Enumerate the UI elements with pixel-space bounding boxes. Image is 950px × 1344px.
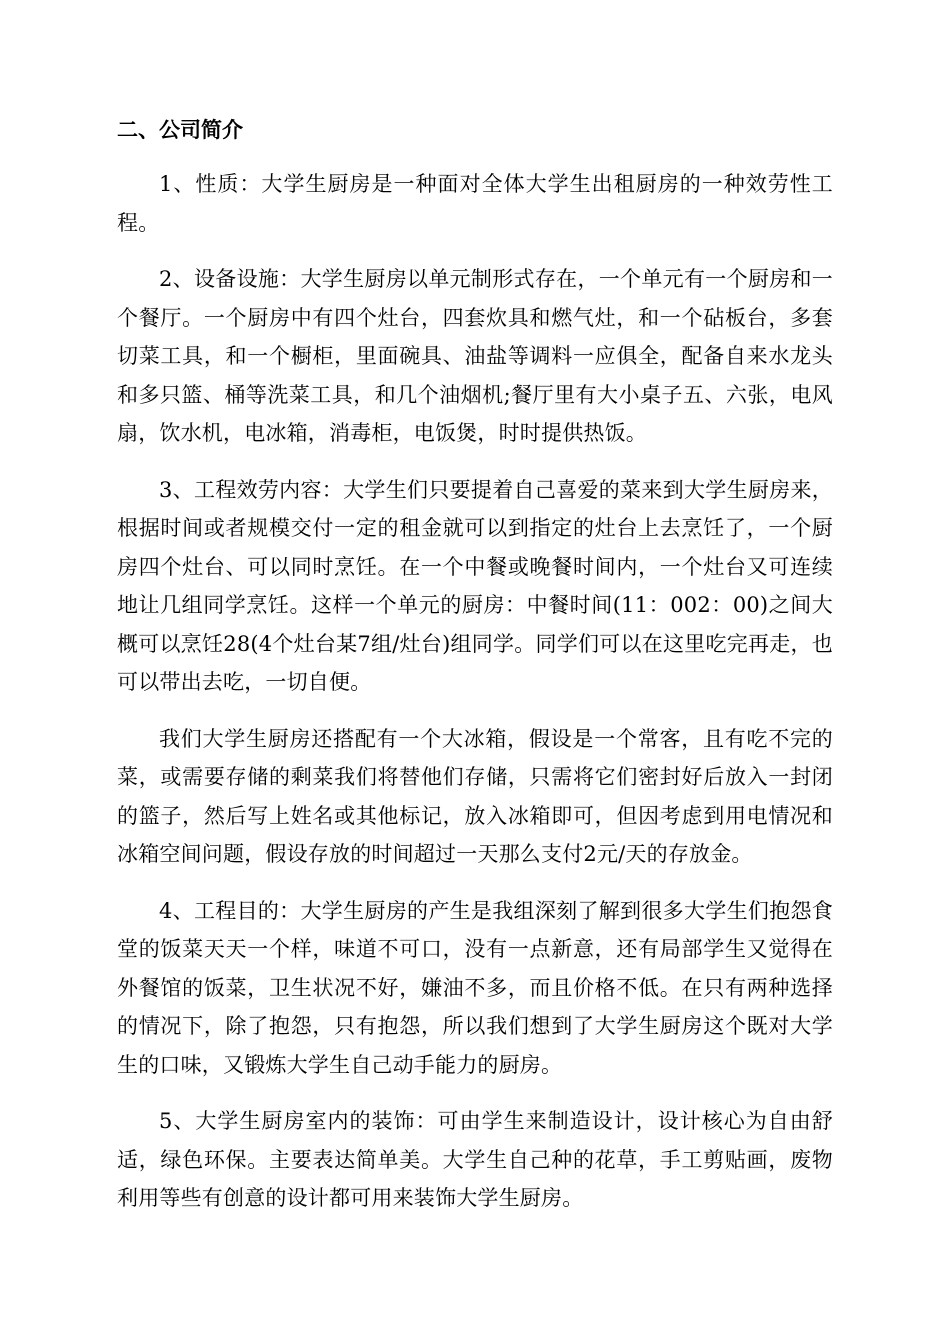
- paragraph-service-content: 3、工程效劳内容：大学生们只要提着自己喜爱的菜来到大学生厨房来，根据时间或者规模交付一定的租金就可以到指定的灶台上去烹饪了，一个厨房四个灶台、可以同时烹饪。在一个中餐或晚餐时间内，一个灶台又可连续地让几组同学烹饪。这样一个单元的厨房：中餐时间(11：002：00)之间大概可以烹饪28(4个灶台某7组/灶台)组同学。同学们可以在这里吃完再走，也可以带出去吃，一切自便。: [117, 477, 833, 694]
- paragraph-nature: 1、性质：大学生厨房是一种面对全体大学生出租厨房的一种效劳性工程。: [117, 172, 833, 235]
- section-heading: 二、公司简介: [117, 118, 243, 142]
- document-page: [117, 112, 833, 1236]
- paragraph-facilities: 2、设备设施：大学生厨房以单元制形式存在，一个单元有一个厨房和一个餐厅。一个厨房中有四个灶台，四套炊具和燃气灶，和一个砧板台，多套切菜工具，和一个橱柜，里面碗具、油盐等调料一应俱全，配备自来水龙头和多只篮、桶等洗菜工具，和几个油烟机;餐厅里有大小桌子五、六张，电风扇，饮水机，电冰箱，消毒柜，电饭煲，时时提供热饭。: [117, 267, 833, 445]
- paragraph-refrigerator: 我们大学生厨房还搭配有一个大冰箱，假设是一个常客，且有吃不完的菜，或需要存储的剩菜我们将替他们存储，只需将它们密封好后放入一封闭的篮子，然后写上姓名或其他标记，放入冰箱即可，但因考虑到用电情况和冰箱空间问题，假设存放的时间超过一天那么支付2元/天的存放金。: [117, 726, 833, 866]
- paragraph-decoration: 5、大学生厨房室内的装饰：可由学生来制造设计，设计核心为自由舒适，绿色环保。主要表达简单美。大学生自己种的花草，手工剪贴画，废物利用等些有创意的设计都可用来装饰大学生厨房。: [117, 1109, 833, 1210]
- paragraph-purpose: 4、工程目的：大学生厨房的产生是我组深刻了解到很多大学生们抱怨食堂的饭菜天天一个样，味道不可口，没有一点新意，还有局部学生又觉得在外餐馆的饭菜，卫生状况不好，嫌油不多，而且价格不低。在只有两种选择的情况下，除了抱怨，只有抱怨，所以我们想到了大学生厨房这个既对大学生的口味，又锻炼大学生自己动手能力的厨房。: [117, 898, 833, 1077]
